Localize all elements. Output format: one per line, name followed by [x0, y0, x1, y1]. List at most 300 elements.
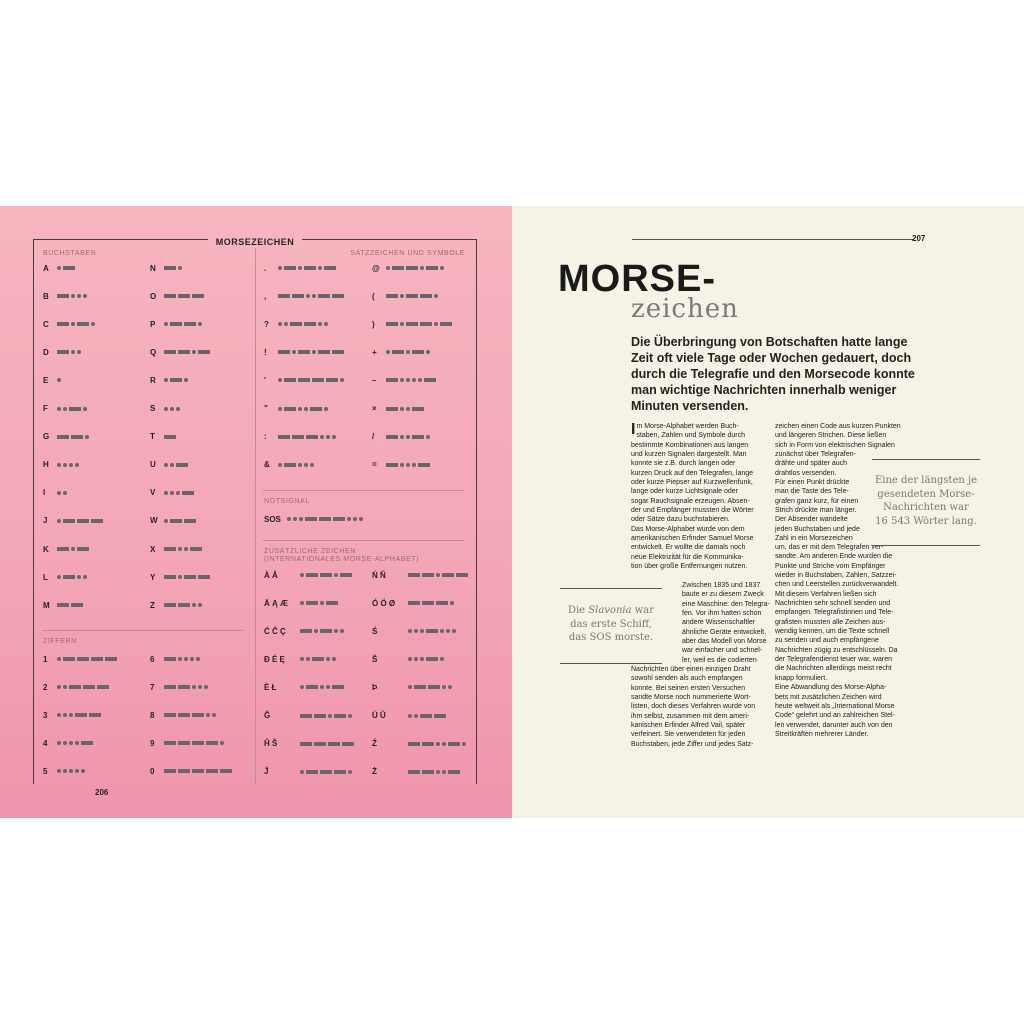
morse-dash [71, 603, 83, 607]
morse-dash [164, 685, 176, 689]
morse-dot [332, 435, 336, 439]
morse-row [43, 543, 89, 555]
morse-dash [312, 657, 324, 661]
morse-dot [299, 517, 303, 521]
morse-table-frame [33, 239, 477, 784]
morse-character: SOS [264, 514, 281, 524]
morse-dot [192, 685, 196, 689]
morse-dash [278, 435, 290, 439]
morse-row [150, 653, 200, 665]
morse-row [43, 290, 87, 302]
morse-code-sequence [57, 294, 87, 298]
morse-character: H [43, 460, 49, 470]
morse-dash [57, 547, 69, 551]
morse-row [372, 710, 446, 722]
morse-dot [414, 657, 418, 661]
morse-dot [57, 741, 61, 745]
quote-left-ship: Slavonia [588, 605, 632, 616]
morse-dash [406, 294, 418, 298]
morse-code-sequence [164, 435, 176, 439]
morse-character: Ä Ą Æ [264, 598, 288, 608]
morse-dash [448, 742, 460, 746]
morse-row [43, 765, 85, 777]
morse-dash [83, 685, 95, 689]
left-page [0, 206, 512, 818]
morse-character: Z [150, 600, 155, 610]
morse-dot [57, 575, 61, 579]
morse-code-sequence [57, 435, 89, 439]
morse-dash [178, 741, 190, 745]
morse-dot [298, 407, 302, 411]
morse-dot [414, 714, 418, 718]
morse-dash [310, 407, 322, 411]
morse-code-sequence [164, 407, 180, 411]
morse-dash [448, 770, 460, 774]
morse-dash [332, 350, 344, 354]
morse-dot [198, 685, 202, 689]
morse-row [150, 515, 196, 527]
morse-dot [353, 517, 357, 521]
section-label-letters: BUCHSTABEN [43, 250, 97, 257]
morse-code-sequence [386, 407, 424, 411]
morse-dash [314, 742, 326, 746]
morse-character: A [43, 263, 49, 273]
section-label-distress: NOTSIGNAL [264, 498, 310, 505]
morse-code-sequence [57, 657, 117, 661]
morse-dash [164, 741, 176, 745]
morse-dot [212, 713, 216, 717]
morse-dash [334, 714, 346, 718]
morse-dot [406, 435, 410, 439]
morse-code-sequence [57, 575, 87, 579]
morse-row [150, 709, 216, 721]
morse-dash [75, 713, 87, 717]
morse-dash [318, 350, 330, 354]
morse-code-sequence [386, 435, 430, 439]
morse-row [150, 737, 224, 749]
morse-character: 4 [43, 738, 48, 748]
morse-dot [312, 294, 316, 298]
morse-dot [326, 685, 330, 689]
morse-dash [164, 435, 176, 439]
morse-dot [450, 601, 454, 605]
morse-character: = [372, 460, 377, 470]
morse-dash [89, 713, 101, 717]
morse-dot [77, 350, 81, 354]
morse-dot [408, 714, 412, 718]
morse-character: P [150, 319, 156, 329]
morse-dash [164, 657, 176, 661]
morse-dot [320, 685, 324, 689]
morse-row [372, 738, 466, 750]
morse-row [150, 599, 202, 611]
morse-dot [176, 407, 180, 411]
morse-character: Ś [372, 626, 378, 636]
morse-dot [300, 601, 304, 605]
morse-dash [292, 294, 304, 298]
morse-code-sequence [386, 322, 452, 326]
morse-row [372, 346, 430, 358]
morse-dot [278, 322, 282, 326]
morse-dash [184, 322, 196, 326]
morse-dash [426, 266, 438, 270]
morse-dot [306, 294, 310, 298]
morse-dot [420, 629, 424, 633]
morse-dot [334, 573, 338, 577]
morse-dash [420, 294, 432, 298]
morse-dash [57, 435, 69, 439]
morse-code-sequence [300, 601, 338, 605]
morse-row [150, 431, 176, 443]
morse-dash [386, 463, 398, 467]
morse-dot [178, 575, 182, 579]
morse-code-sequence [164, 575, 210, 579]
morse-character: S [150, 404, 156, 413]
morse-dash [426, 629, 438, 633]
morse-dot [436, 573, 440, 577]
morse-dash [319, 517, 331, 521]
morse-dash [192, 769, 204, 773]
morse-row [43, 571, 87, 583]
morse-row [264, 625, 344, 637]
morse-row [264, 374, 344, 386]
morse-code-sequence [164, 322, 202, 326]
morse-character: Ĝ [264, 711, 271, 720]
morse-row [43, 459, 79, 471]
morse-row [264, 597, 338, 609]
morse-dash [284, 407, 296, 411]
morse-dot [204, 685, 208, 689]
morse-character: Ŝ [372, 654, 378, 664]
morse-dash [306, 685, 318, 689]
morse-dash [332, 685, 344, 689]
page-number-left: 206 [95, 788, 109, 797]
morse-dot [386, 266, 390, 270]
section-label-extra-sub: (INTERNATIONALES MORSE-ALPHABET) [264, 556, 420, 563]
morse-dot [306, 657, 310, 661]
morse-dot [220, 741, 224, 745]
morse-character: J [43, 516, 48, 526]
morse-dot [184, 547, 188, 551]
morse-dot [178, 266, 182, 270]
morse-row [43, 262, 75, 274]
morse-dot [85, 435, 89, 439]
morse-dash [326, 378, 338, 382]
morse-row [264, 403, 328, 415]
quote-left-post: war das erste Schiff, das SOS morste. [568, 605, 655, 643]
morse-dash [306, 601, 318, 605]
body-col2-bottom: um, das er mit dem Telegrafen ver- sandte. Am anderen Ende wurden die Punkte und Striche vom Empfänger wieder in Buchstaben, Zahlen, Satzzei- chen und Leerstellen zurückverwandelt. Mit diesem Verfahren ließen sich Nachrichten sehr schnell senden und empfangen. Telegrafistinnen und Tele- grafisten mussten alle Zeichen aus- wendig kennen, um die Texte schnell zu senden und auch empfangene Nachrichten zügig zu entschlüsseln. Da der Telegrafendienst teuer war, waren die Nachrichten allerdings meist recht knapp formuliert. Eine Abwandlung des Morse-Alpha- bets mit zusätzlichen Zeichen wird heute weltweit als „International Morse Code“ gelehrt und an zahlreichen Stel- len verwendet, darunter auch von den Streitkräften mehrerer Länder. [775, 544, 899, 738]
morse-dash [306, 435, 318, 439]
morse-code-sequence [386, 378, 436, 382]
morse-character: Ĵ [264, 767, 269, 777]
morse-dot [414, 629, 418, 633]
morse-row [43, 346, 81, 358]
body-col2-top: zeichen einen Code aus kurzen Punkten und längeren Strichen. Diese ließen sich in Form von elektrischen Signalen zunächst über Telegrafen- drähte und später auch drahtlos versenden. Für einen Punkt drückte man die Taste des Tele- grafen ganz kurz, für einen Strich drückte man länger. Der Absender wandelte jeden Buchstaben und jede Zahl in ein Morsezeichen [775, 423, 901, 543]
morse-dot [287, 517, 291, 521]
morse-dot [436, 742, 440, 746]
morse-code-sequence [57, 685, 109, 689]
morse-dot [298, 463, 302, 467]
morse-dash [440, 322, 452, 326]
morse-dot [278, 266, 282, 270]
morse-dot [348, 770, 352, 774]
morse-dash [57, 350, 69, 354]
morse-code-sequence [408, 742, 466, 746]
morse-row [372, 403, 424, 415]
column-divider [255, 248, 256, 784]
morse-character: @ [372, 263, 380, 273]
morse-character: 5 [43, 766, 48, 776]
morse-code-sequence [300, 714, 352, 718]
morse-dash [164, 350, 176, 354]
morse-dash [57, 294, 69, 298]
morse-code-sequence [57, 378, 61, 382]
morse-dash [220, 769, 232, 773]
morse-dash [284, 266, 296, 270]
morse-dash [436, 601, 448, 605]
morse-row [43, 374, 61, 386]
morse-row [372, 290, 438, 302]
morse-dash [91, 519, 103, 523]
morse-dot [292, 350, 296, 354]
quote-right-rule-bottom [872, 545, 980, 546]
morse-row [264, 431, 336, 443]
morse-dash [386, 378, 398, 382]
morse-dot [406, 407, 410, 411]
morse-dash [77, 519, 89, 523]
book-spread [0, 206, 1024, 818]
morse-dash [192, 741, 204, 745]
morse-dash [170, 378, 182, 382]
morse-dot [63, 491, 67, 495]
morse-dash [386, 294, 398, 298]
morse-dot [178, 657, 182, 661]
morse-code-sequence [278, 266, 336, 270]
morse-dash [328, 742, 340, 746]
morse-dash [190, 547, 202, 551]
morse-row [150, 459, 188, 471]
morse-dash [63, 266, 75, 270]
morse-dash [418, 463, 430, 467]
morse-code-sequence [408, 685, 452, 689]
morse-dot [298, 266, 302, 270]
morse-code-sequence [278, 350, 344, 354]
morse-row [43, 515, 103, 527]
morse-character: V [150, 488, 156, 498]
morse-character: X [150, 544, 156, 554]
morse-code-sequence [278, 407, 328, 411]
morse-dot [400, 435, 404, 439]
morse-dot [418, 378, 422, 382]
morse-dash [426, 657, 438, 661]
morse-row [264, 290, 344, 302]
morse-dash [333, 517, 345, 521]
morse-character: 1 [43, 654, 48, 664]
morse-character: B [43, 291, 49, 301]
morse-dash [304, 266, 316, 270]
morse-dash [57, 603, 69, 607]
morse-character: D [43, 347, 49, 357]
morse-character: T [150, 432, 155, 442]
morse-dot [69, 463, 73, 467]
morse-code-sequence [300, 770, 352, 774]
morse-dash [284, 463, 296, 467]
morse-dash [192, 294, 204, 298]
morse-code-sequence [164, 519, 196, 523]
morse-dash [164, 769, 176, 773]
article-subtitle: zeichen [631, 294, 739, 324]
morse-character: U [150, 460, 156, 470]
article-title: MORSE- [558, 258, 716, 300]
morse-dot [320, 435, 324, 439]
morse-dot [400, 407, 404, 411]
morse-dot [310, 463, 314, 467]
morse-character: Đ É Ę [264, 654, 285, 664]
morse-code-sequence [57, 741, 93, 745]
morse-row [43, 737, 93, 749]
morse-dash [306, 573, 318, 577]
morse-dot [57, 685, 61, 689]
morse-dash [57, 322, 69, 326]
body-col1-top-text: m Morse-Alphabet werden Buch- staben, Zahlen und Symbole durch bestimmte Kombinationen aus langen und kurzen Signalen dargestellt. Man konnte sie z.B. durch langen oder kurzen Druck auf den Telegrafen, lange oder kurze Piepser auf Kurzwellenfunk, lange oder kurze Lichtsignale oder sogar Rauchsignale erzeugen. Absen- der und Empfänger mussten die Wörter oder Sätze dazu buchstabieren. Das Morse-Alphabet wurde von dem amerikanischen Erfinder Samuel Morse entwickelt. Er wollte die damals noch neue Elektrizität für die Kommunika- tion über große Entfernungen nutzen. [631, 423, 754, 571]
morse-dash [290, 322, 302, 326]
morse-dot [300, 573, 304, 577]
morse-character: Ż [372, 767, 377, 777]
morse-dot [69, 741, 73, 745]
morse-character: 3 [43, 710, 48, 720]
morse-dot [436, 770, 440, 774]
morse-dot [184, 378, 188, 382]
morse-dot [400, 322, 404, 326]
morse-code-sequence [164, 547, 202, 551]
morse-character: Ĥ Š [264, 739, 278, 749]
morse-dash [206, 769, 218, 773]
morse-dash [164, 547, 176, 551]
morse-row [264, 318, 328, 330]
morse-dot [293, 517, 297, 521]
morse-dot [71, 547, 75, 551]
morse-dot [63, 685, 67, 689]
morse-dash [176, 463, 188, 467]
morse-row [43, 431, 89, 443]
morse-character: + [372, 347, 377, 357]
morse-dot [348, 714, 352, 718]
morse-dot [192, 350, 196, 354]
morse-dot [278, 407, 282, 411]
morse-dot [278, 378, 282, 382]
morse-dash [178, 685, 190, 689]
morse-code-sequence [287, 517, 363, 521]
morse-dot [347, 517, 351, 521]
morse-code-sequence [164, 350, 210, 354]
morse-character: : [264, 432, 267, 442]
morse-code-sequence [164, 491, 194, 495]
morse-dot [440, 629, 444, 633]
morse-dot [57, 463, 61, 467]
morse-code-sequence [57, 769, 85, 773]
morse-code-sequence [57, 463, 79, 467]
morse-dash [170, 322, 182, 326]
morse-code-sequence [278, 322, 328, 326]
morse-code-sequence [57, 713, 101, 717]
morse-character: , [264, 291, 267, 301]
morse-code-sequence [164, 685, 208, 689]
morse-dot [304, 407, 308, 411]
morse-dash [408, 573, 420, 577]
morse-dash [304, 322, 316, 326]
morse-dot [71, 350, 75, 354]
morse-dash [198, 350, 210, 354]
morse-dot [324, 407, 328, 411]
morse-dash [320, 629, 332, 633]
morse-dash [192, 713, 204, 717]
morse-code-sequence [300, 742, 354, 746]
morse-dot [63, 713, 67, 717]
quote-right-rule-top [872, 459, 980, 460]
morse-dash [422, 742, 434, 746]
morse-dash [164, 266, 176, 270]
morse-row [150, 346, 210, 358]
morse-dash [178, 769, 190, 773]
morse-title-text: MORSEZEICHEN [208, 237, 303, 247]
quote-left-rule-bottom [560, 663, 662, 664]
morse-character: I [43, 488, 46, 498]
morse-row [150, 403, 180, 415]
morse-character: Ć Ĉ Ç [264, 626, 286, 636]
morse-dash [386, 407, 398, 411]
morse-dot [91, 322, 95, 326]
morse-dot [83, 294, 87, 298]
morse-dot [83, 407, 87, 411]
morse-dash [178, 350, 190, 354]
morse-dot [412, 378, 416, 382]
morse-dot [83, 575, 87, 579]
morse-dot [434, 322, 438, 326]
morse-row [372, 569, 468, 581]
morse-dot [63, 463, 67, 467]
morse-character: F [43, 404, 48, 413]
morse-character: 7 [150, 682, 155, 692]
morse-dot [198, 603, 202, 607]
morse-code-sequence [57, 491, 67, 495]
morse-code-sequence [57, 603, 83, 607]
morse-dot [278, 463, 282, 467]
morse-dot [164, 378, 168, 382]
morse-row [372, 653, 444, 665]
morse-dot [400, 294, 404, 298]
morse-character: Ź [372, 739, 377, 749]
morse-code-sequence [164, 603, 202, 607]
morse-row [150, 262, 182, 274]
morse-dot [328, 714, 332, 718]
morse-row [150, 487, 194, 499]
morse-dash [314, 714, 326, 718]
morse-dot [71, 294, 75, 298]
distress-rule [263, 490, 464, 491]
morse-dot [462, 742, 466, 746]
morse-dot [446, 629, 450, 633]
morse-dot [324, 322, 328, 326]
morse-dot [340, 378, 344, 382]
morse-dot [170, 491, 174, 495]
quote-left [560, 604, 662, 645]
morse-character: . [264, 263, 267, 273]
morse-row [372, 625, 456, 637]
morse-row [372, 597, 454, 609]
morse-code-sequence [57, 547, 89, 551]
morse-dash [456, 573, 468, 577]
